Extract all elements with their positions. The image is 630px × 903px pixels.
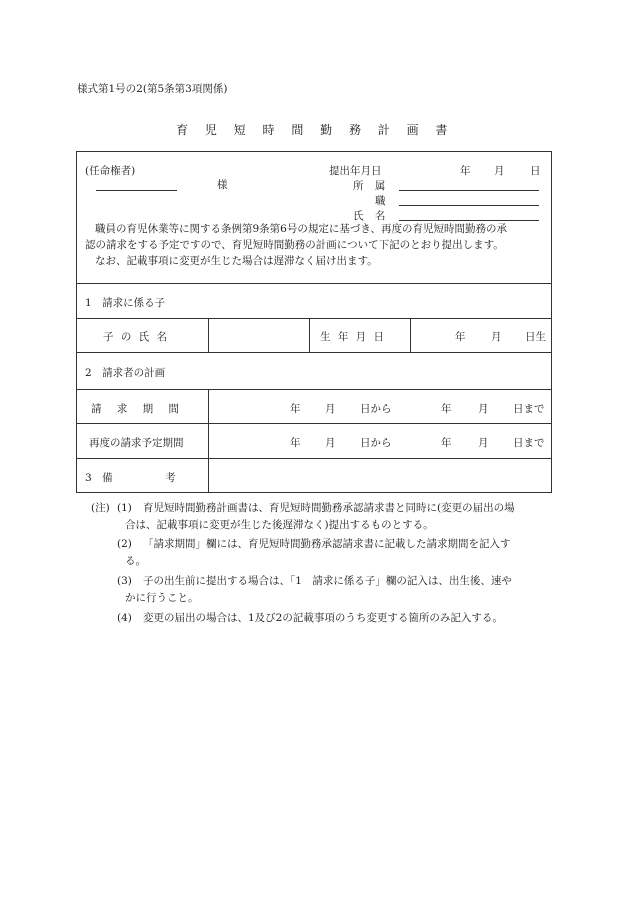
submission-date-label: 提出年月日 <box>329 165 382 177</box>
intro-line-3: なお、記載事項に変更が生じた場合は遅滞なく届け出ます。 <box>95 255 378 267</box>
planned-from-day: 日から <box>360 437 392 449</box>
period-to-day: 日まで <box>513 403 545 415</box>
form-id: 様式第1号の2(第5条第3項関係) <box>77 83 228 95</box>
name-label: 氏 名 <box>353 210 390 222</box>
birthdate-label: 生 年 月 日 <box>320 331 387 343</box>
date-day: 日 <box>530 165 541 177</box>
child-name-label: 子 の 氏 名 <box>103 331 170 343</box>
note-2-line-2: る。 <box>125 555 146 567</box>
note-1-line-1: 育児短時間勤務計画書は、育児短時間勤務承認請求書と同時に(変更の届出の場 <box>143 502 515 514</box>
appointer-label: (任命権者) <box>85 165 136 177</box>
affiliation-label: 所 属 <box>353 180 390 192</box>
intro-line-1: 職員の育児休業等に関する条例第9条第6号の規定に基づき、再度の育児短時間勤務の承 <box>95 223 507 235</box>
sama-label: 様 <box>217 179 228 191</box>
note-1-line-2: 合は、記載事項に変更が生じた後遅滞なく)提出するものとする。 <box>125 519 434 531</box>
section1-heading: 1 請求に係る子 <box>85 297 166 309</box>
date-year: 年 <box>460 165 471 177</box>
planned-to-day: 日まで <box>513 437 545 449</box>
remarks-label: 3 備 考 <box>85 472 176 484</box>
note-3-line-1: 子の出生前に提出する場合は、「1 請求に係る子」欄の記入は、出生後、速や <box>143 575 512 587</box>
position-field[interactable] <box>399 205 539 206</box>
period-from-month: 月 <box>325 403 336 415</box>
period-to-month: 月 <box>478 403 489 415</box>
date-month: 月 <box>494 165 505 177</box>
birth-day: 日生 <box>525 331 546 343</box>
appointer-blank[interactable] <box>96 190 177 191</box>
planned-period-label: 再度の請求予定期間 <box>89 437 184 449</box>
document-title: 育 児 短 時 間 勤 務 計 画 書 <box>176 123 454 137</box>
planned-from-month: 月 <box>325 437 336 449</box>
period-to-year: 年 <box>441 403 452 415</box>
request-period-label: 請 求 期 間 <box>91 403 186 415</box>
child-name-field[interactable] <box>213 322 305 348</box>
note-1-number: (1) <box>117 502 132 514</box>
period-from-day: 日から <box>360 403 392 415</box>
intro-text <box>85 221 547 269</box>
notes-prefix: (注) <box>91 502 110 514</box>
period-from-year: 年 <box>290 403 301 415</box>
section2-heading: 2 請求者の計画 <box>85 367 166 379</box>
planned-from-year: 年 <box>290 437 301 449</box>
note-2-number: (2) <box>117 538 132 550</box>
remarks-field[interactable] <box>213 462 547 490</box>
affiliation-field[interactable] <box>399 190 539 191</box>
note-4-number: (4) <box>117 612 132 624</box>
planned-to-year: 年 <box>441 437 452 449</box>
note-3-number: (3) <box>117 575 132 587</box>
form-table <box>76 151 552 493</box>
planned-to-month: 月 <box>478 437 489 449</box>
birth-year: 年 <box>455 331 466 343</box>
note-4-line-1: 変更の届出の場合は、1及び2の記載事項のうち変更する箇所のみ記入する。 <box>143 612 503 624</box>
note-3-line-2: かに行うこと。 <box>125 592 199 604</box>
birth-month: 月 <box>491 331 502 343</box>
note-2-line-1: 「請求期間」欄には、育児短時間勤務承認請求書に記載した請求期間を記入す <box>143 538 511 550</box>
intro-line-2: 認の請求をする予定ですので、育児短時間勤務の計画について下記のとおり提出します。 <box>85 239 504 251</box>
position-label: 職 <box>375 195 386 207</box>
